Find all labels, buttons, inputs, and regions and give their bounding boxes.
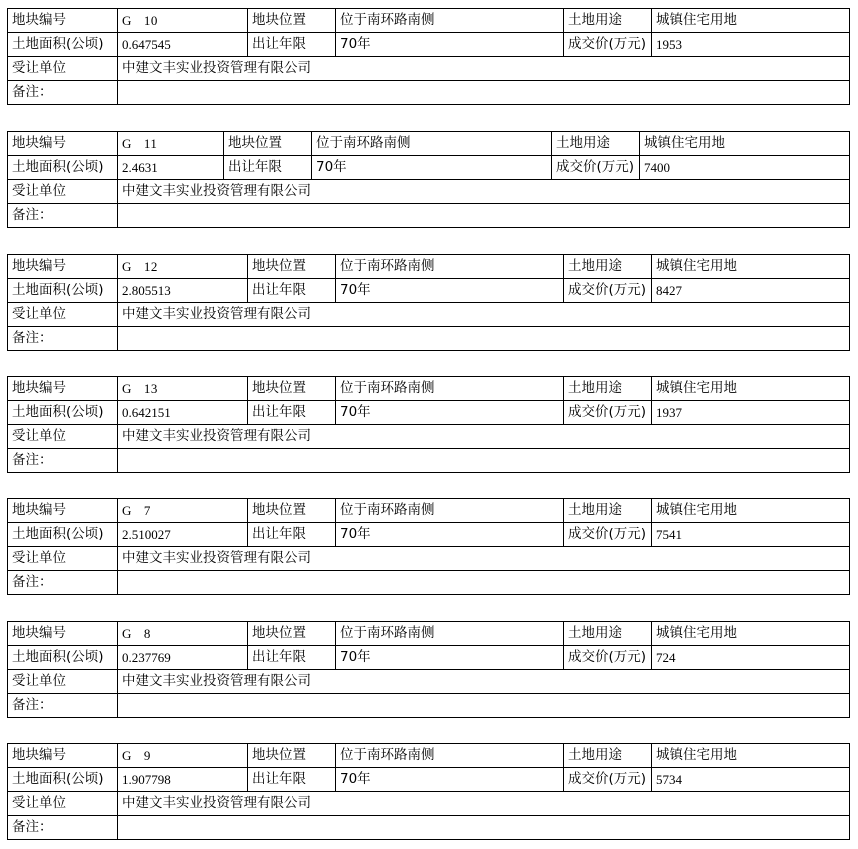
parcel-number: 10 — [143, 13, 158, 28]
remark-label: 备注： — [8, 571, 118, 595]
parcel-prefix: G — [122, 626, 132, 641]
transferee-label: 受让单位 — [8, 792, 118, 816]
land-use-value: 城镇住宅用地 — [652, 499, 850, 523]
table-row — [8, 449, 850, 473]
term-value: 70年 — [336, 401, 564, 425]
parcel-number: 11 — [143, 136, 158, 151]
table-row — [8, 303, 850, 327]
table-row — [8, 792, 850, 816]
term-value: 70年 — [336, 768, 564, 792]
parcel-no-label: 地块编号 — [8, 377, 118, 401]
remark-value — [118, 327, 850, 351]
price-label: 成交价(万元) — [564, 523, 652, 547]
area-value: 1.907798 — [118, 768, 248, 792]
remark-label: 备注： — [8, 816, 118, 840]
remark-value — [118, 571, 850, 595]
land-use-label: 土地用途 — [564, 744, 652, 768]
term-value: 70年 — [336, 279, 564, 303]
price-value: 1953 — [652, 33, 850, 57]
table-row — [8, 33, 850, 57]
term-label: 出让年限 — [248, 646, 336, 670]
transferee-value: 中建文丰实业投资管理有限公司 — [118, 57, 850, 81]
parcel-table — [7, 621, 850, 718]
table-row — [8, 670, 850, 694]
area-value: 2.805513 — [118, 279, 248, 303]
table-row — [8, 646, 850, 670]
location-value: 位于南环路南侧 — [312, 132, 552, 156]
area-label: 土地面积(公顷) — [8, 646, 118, 670]
transferee-value: 中建文丰实业投资管理有限公司 — [118, 303, 850, 327]
remark-label: 备注： — [8, 204, 118, 228]
table-row — [8, 694, 850, 718]
area-label: 土地面积(公顷) — [8, 768, 118, 792]
area-value: 0.642151 — [118, 401, 248, 425]
location-value: 位于南环路南侧 — [336, 377, 564, 401]
price-label: 成交价(万元) — [564, 279, 652, 303]
area-value: 2.4631 — [118, 156, 224, 180]
location-label: 地块位置 — [224, 132, 312, 156]
term-label: 出让年限 — [248, 768, 336, 792]
location-value: 位于南环路南侧 — [336, 499, 564, 523]
parcel-table — [7, 8, 850, 105]
transferee-label: 受让单位 — [8, 180, 118, 204]
land-use-label: 土地用途 — [564, 9, 652, 33]
price-value: 724 — [652, 646, 850, 670]
price-value: 7541 — [652, 523, 850, 547]
parcel-number: 8 — [143, 626, 151, 641]
area-value: 0.647545 — [118, 33, 248, 57]
land-use-value: 城镇住宅用地 — [652, 377, 850, 401]
location-value: 位于南环路南侧 — [336, 744, 564, 768]
land-use-label: 土地用途 — [564, 499, 652, 523]
parcel-prefix: G — [122, 381, 132, 396]
price-label: 成交价(万元) — [552, 156, 640, 180]
parcel-no-label: 地块编号 — [8, 744, 118, 768]
location-label: 地块位置 — [248, 499, 336, 523]
table-row — [8, 377, 850, 401]
land-use-value: 城镇住宅用地 — [640, 132, 850, 156]
parcel-no-value — [118, 499, 248, 523]
parcel-table — [7, 254, 850, 351]
transferee-value: 中建文丰实业投资管理有限公司 — [118, 547, 850, 571]
location-label: 地块位置 — [248, 9, 336, 33]
term-label: 出让年限 — [248, 33, 336, 57]
land-use-value: 城镇住宅用地 — [652, 622, 850, 646]
parcel-no-value — [118, 377, 248, 401]
parcel-no-label: 地块编号 — [8, 9, 118, 33]
location-label: 地块位置 — [248, 255, 336, 279]
price-value: 8427 — [652, 279, 850, 303]
location-value: 位于南环路南侧 — [336, 255, 564, 279]
parcel-no-value — [118, 622, 248, 646]
parcel-no-label: 地块编号 — [8, 132, 118, 156]
term-value: 70年 — [336, 646, 564, 670]
land-use-label: 土地用途 — [564, 377, 652, 401]
price-label: 成交价(万元) — [564, 768, 652, 792]
land-use-label: 土地用途 — [564, 622, 652, 646]
table-row — [8, 180, 850, 204]
table-row — [8, 816, 850, 840]
price-value: 5734 — [652, 768, 850, 792]
price-label: 成交价(万元) — [564, 646, 652, 670]
parcel-no-label: 地块编号 — [8, 255, 118, 279]
term-label: 出让年限 — [248, 279, 336, 303]
remark-value — [118, 204, 850, 228]
transferee-label: 受让单位 — [8, 425, 118, 449]
area-value: 2.510027 — [118, 523, 248, 547]
transferee-label: 受让单位 — [8, 547, 118, 571]
transferee-value: 中建文丰实业投资管理有限公司 — [118, 180, 850, 204]
term-label: 出让年限 — [224, 156, 312, 180]
remark-value — [118, 694, 850, 718]
price-label: 成交价(万元) — [564, 33, 652, 57]
area-label: 土地面积(公顷) — [8, 156, 118, 180]
table-row — [8, 81, 850, 105]
parcel-number: 13 — [143, 381, 158, 396]
table-row — [8, 622, 850, 646]
land-use-label: 土地用途 — [552, 132, 640, 156]
table-row — [8, 327, 850, 351]
area-label: 土地面积(公顷) — [8, 279, 118, 303]
land-use-label: 土地用途 — [564, 255, 652, 279]
term-label: 出让年限 — [248, 523, 336, 547]
table-row — [8, 255, 850, 279]
transferee-value: 中建文丰实业投资管理有限公司 — [118, 425, 850, 449]
remark-label: 备注： — [8, 694, 118, 718]
parcel-no-label: 地块编号 — [8, 622, 118, 646]
transferee-value: 中建文丰实业投资管理有限公司 — [118, 792, 850, 816]
transferee-value: 中建文丰实业投资管理有限公司 — [118, 670, 850, 694]
remark-value — [118, 816, 850, 840]
table-row — [8, 57, 850, 81]
table-row — [8, 401, 850, 425]
parcel-prefix: G — [122, 13, 132, 28]
table-row — [8, 523, 850, 547]
parcel-no-value — [118, 132, 224, 156]
parcel-table — [7, 376, 850, 473]
remark-label: 备注： — [8, 327, 118, 351]
parcel-table — [7, 498, 850, 595]
area-label: 土地面积(公顷) — [8, 401, 118, 425]
table-row — [8, 279, 850, 303]
transferee-label: 受让单位 — [8, 670, 118, 694]
remark-value — [118, 449, 850, 473]
price-value: 7400 — [640, 156, 850, 180]
transferee-label: 受让单位 — [8, 57, 118, 81]
land-use-value: 城镇住宅用地 — [652, 9, 850, 33]
remark-label: 备注： — [8, 449, 118, 473]
parcel-prefix: G — [122, 136, 132, 151]
parcel-prefix: G — [122, 748, 132, 763]
remark-label: 备注： — [8, 81, 118, 105]
table-row — [8, 571, 850, 595]
parcel-no-value — [118, 9, 248, 33]
location-value: 位于南环路南侧 — [336, 9, 564, 33]
parcel-no-value — [118, 255, 248, 279]
location-label: 地块位置 — [248, 622, 336, 646]
table-row — [8, 156, 850, 180]
transferee-label: 受让单位 — [8, 303, 118, 327]
table-row — [8, 499, 850, 523]
parcel-no-value — [118, 744, 248, 768]
table-row — [8, 768, 850, 792]
parcel-prefix: G — [122, 259, 132, 274]
area-value: 0.237769 — [118, 646, 248, 670]
table-row — [8, 425, 850, 449]
land-use-value: 城镇住宅用地 — [652, 744, 850, 768]
parcel-number: 7 — [143, 503, 151, 518]
price-value: 1937 — [652, 401, 850, 425]
term-value: 70年 — [336, 33, 564, 57]
parcel-no-label: 地块编号 — [8, 499, 118, 523]
parcel-table — [7, 131, 850, 228]
location-value: 位于南环路南侧 — [336, 622, 564, 646]
parcel-prefix: G — [122, 503, 132, 518]
term-label: 出让年限 — [248, 401, 336, 425]
location-label: 地块位置 — [248, 377, 336, 401]
land-use-value: 城镇住宅用地 — [652, 255, 850, 279]
area-label: 土地面积(公顷) — [8, 33, 118, 57]
table-row — [8, 9, 850, 33]
parcel-table — [7, 743, 850, 840]
price-label: 成交价(万元) — [564, 401, 652, 425]
table-row — [8, 744, 850, 768]
table-row — [8, 132, 850, 156]
term-value: 70年 — [336, 523, 564, 547]
remark-value — [118, 81, 850, 105]
location-label: 地块位置 — [248, 744, 336, 768]
parcel-number: 12 — [143, 259, 158, 274]
parcel-number: 9 — [143, 748, 151, 763]
table-row — [8, 547, 850, 571]
area-label: 土地面积(公顷) — [8, 523, 118, 547]
term-value: 70年 — [312, 156, 552, 180]
table-row — [8, 204, 850, 228]
